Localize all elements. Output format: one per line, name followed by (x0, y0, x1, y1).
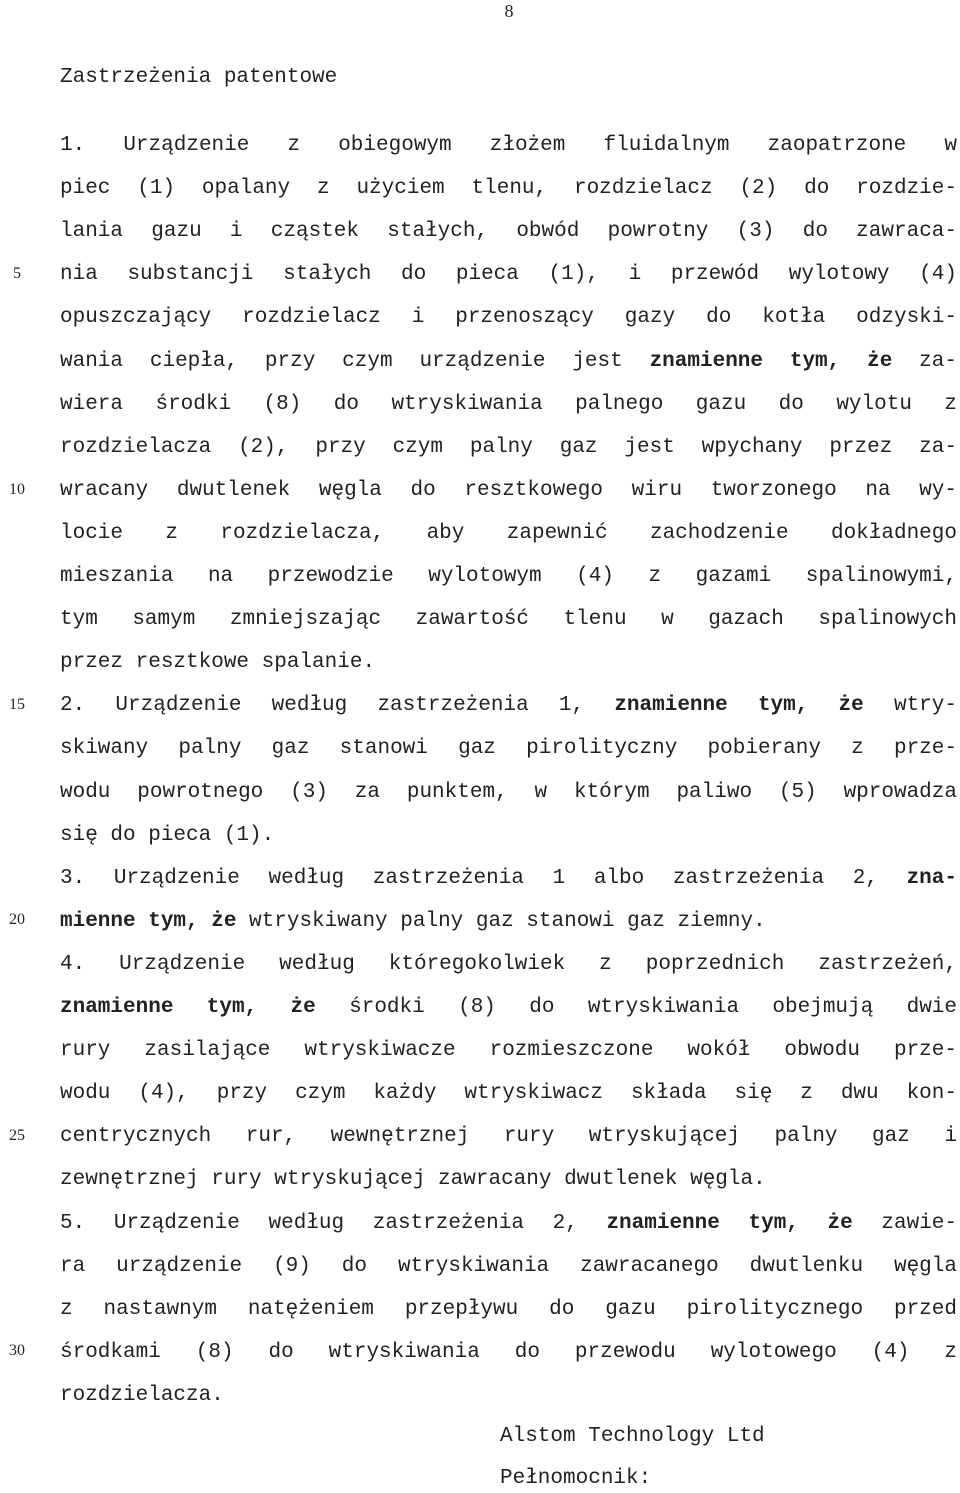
text-segment: opuszczający rozdzielacz i przenoszący gazy do kotła odzyski- (60, 306, 957, 329)
text-line (60, 1296, 957, 1324)
text-line (60, 1166, 766, 1194)
text-segment: z nastawnym natężeniem przepływu do gazu pirolitycznego przed (60, 1298, 957, 1321)
emphasis-text: mienne tym, że (60, 910, 237, 933)
text-segment: 5. Urządzenie według zastrzeżenia 2, (60, 1212, 607, 1235)
text-line (60, 1339, 957, 1367)
text-line (60, 606, 957, 634)
text-line (60, 1037, 957, 1065)
text-segment: 2. Urządzenie według zastrzeżenia 1, (60, 694, 615, 717)
text-segment: wania ciepła, przy czym urządzenie jest (60, 350, 650, 373)
line-number-25: 25 (9, 1127, 25, 1144)
text-segment: wracany dwutlenek węgla do resztkowego wiru tworzonego na wy- (60, 479, 957, 502)
text-line (60, 434, 957, 462)
emphasis-text: znamienne tym, że (60, 996, 316, 1019)
text-segment: przez resztkowe spalanie. (60, 651, 376, 674)
text-segment: piec (1) opalany z użyciem tlenu, rozdzielacz (2) do rozdzie- (60, 177, 957, 200)
text-line (60, 779, 957, 807)
text-segment: wtry- (863, 694, 957, 717)
emphasis-text: zna- (906, 867, 957, 890)
text-line (60, 908, 766, 936)
emphasis-text: znamienne tym, że (649, 350, 893, 373)
text-line (60, 477, 957, 505)
text-segment: rozdzielacza (2), przy czym palny gaz jest wpychany przez za- (60, 436, 957, 459)
text-segment: zawie- (852, 1212, 957, 1235)
text-line (60, 1123, 957, 1151)
text-segment: środki (8) do wtryskiwania obejmują dwie (315, 996, 957, 1019)
text-line (60, 218, 957, 246)
text-segment: wodu (4), przy czym każdy wtryskiwacz składa się z dwu kon- (60, 1082, 957, 1105)
text-segment: się do pieca (1). (60, 824, 275, 847)
text-segment: wiera środki (8) do wtryskiwania palnego gazu do wylotu z (60, 393, 957, 416)
text-segment: mieszania na przewodzie wylotowym (4) z gazami spalinowymi, (60, 565, 957, 588)
text-line (60, 1382, 224, 1410)
line-number-5: 5 (13, 265, 21, 282)
emphasis-text: znamienne tym, że (606, 1212, 853, 1235)
text-segment: 3. Urządzenie według zastrzeżenia 1 albo zastrzeżenia 2, (60, 867, 907, 890)
line-number-30: 30 (9, 1342, 25, 1359)
signature-company: Alstom Technology Ltd (500, 1425, 765, 1448)
text-segment: locie z rozdzielacza, aby zapewnić zachodzenie dokładnego (60, 522, 957, 545)
text-line (60, 865, 957, 893)
text-line (60, 994, 957, 1022)
page-number: 8 (504, 1, 514, 21)
text-segment: lania gazu i cząstek stałych, obwód powrotny (3) do zawraca- (60, 220, 957, 243)
text-segment: środkami (8) do wtryskiwania do przewodu wylotowego (4) z (60, 1341, 957, 1364)
text-segment: rury zasilające wtryskiwacze rozmieszczone wokół obwodu prze- (60, 1039, 957, 1062)
text-line (60, 649, 375, 677)
text-segment: nia substancji stałych do pieca (1), i przewód wylotowy (4) (60, 263, 957, 286)
text-segment: centrycznych rur, wewnętrznej rury wtryskującej palny gaz i (60, 1125, 957, 1148)
text-line (60, 348, 957, 376)
text-line (60, 1210, 957, 1238)
line-number-20: 20 (9, 911, 25, 928)
text-line (60, 391, 957, 419)
text-line (60, 735, 957, 763)
text-line (60, 692, 957, 720)
text-segment: ra urządzenie (9) do wtryskiwania zawracanego dwutlenku węgla (60, 1255, 957, 1278)
text-line (60, 822, 274, 850)
text-line (60, 1253, 957, 1281)
text-line (60, 563, 957, 591)
text-segment: skiwany palny gaz stanowi gaz pirolityczny pobierany z prze- (60, 737, 957, 760)
text-segment: 1. Urządzenie z obiegowym złożem fluidalnym zaopatrzone w (60, 134, 957, 157)
page-heading: Zastrzeżenia patentowe (60, 66, 338, 89)
text-line (60, 1080, 957, 1108)
text-line (60, 175, 957, 203)
text-segment: tym samym zmniejszając zawartość tlenu w gazach spalinowych (60, 608, 957, 631)
text-line (60, 132, 957, 160)
emphasis-text: znamienne tym, że (614, 694, 864, 717)
text-segment: wodu powrotnego (3) za punktem, w którym paliwo (5) wprowadza (60, 781, 957, 804)
signature-role: Pełnomocnik: (500, 1467, 652, 1490)
line-number-15: 15 (9, 696, 25, 713)
text-segment: rozdzielacza. (60, 1384, 224, 1407)
text-segment: za- (892, 350, 957, 373)
text-line (60, 261, 957, 289)
line-number-10: 10 (9, 481, 25, 498)
text-line (60, 304, 957, 332)
text-line (60, 520, 957, 548)
text-segment: 4. Urządzenie według któregokolwiek z poprzednich zastrzeżeń, (60, 953, 957, 976)
text-segment: wtryskiwany palny gaz stanowi gaz ziemny. (236, 910, 766, 933)
text-segment: zewnętrznej rury wtryskującej zawracany dwutlenek węgla. (60, 1168, 766, 1191)
text-line (60, 951, 957, 979)
